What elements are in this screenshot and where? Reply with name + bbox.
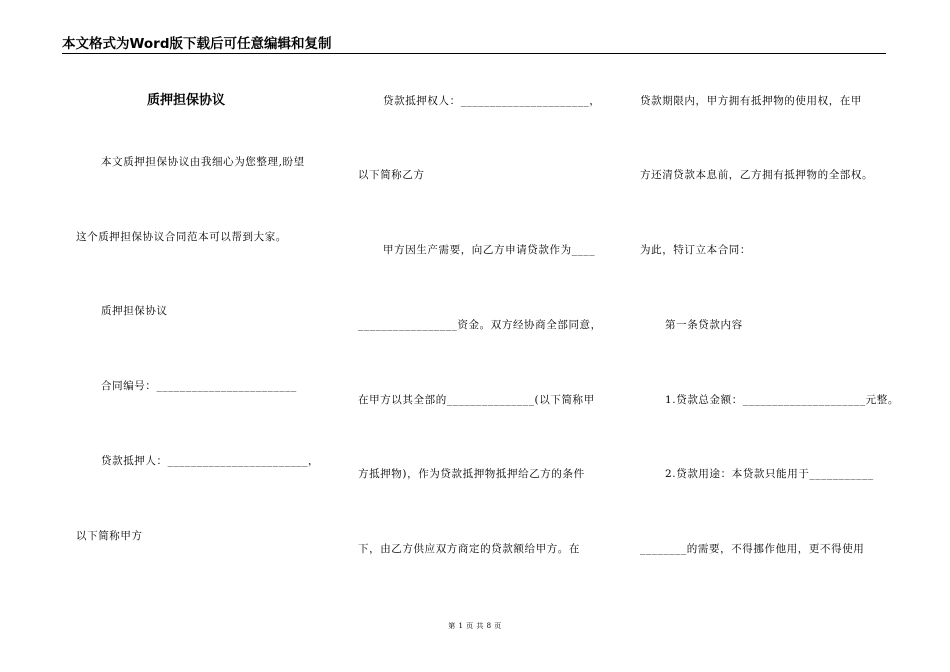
loan-amount-line: 1.贷款总金额：_____________________元整。 [665,394,899,406]
paragraph-line: 本文质押担保协议由我细心为您整理,盼望 [101,156,305,168]
contract-number-line: 合同编号：________________________ [101,380,297,392]
paragraph-line: 这个质押担保协议合同范本可以帮到大家。 [76,231,287,243]
header-divider [62,53,886,54]
paragraph-line: 甲方因生产需要，向乙方申请贷款作为____ [383,244,596,256]
section-heading: 质押担保协议 [101,305,168,317]
paragraph-line: 方抵押物)，作为贷款抵押物抵押给乙方的条件 [358,468,585,480]
mortgagee-line: 贷款抵押权人：______________________， [383,95,601,107]
paragraph-line: _________________资金。双方经协商全部同意， [358,319,602,331]
paragraph-line: ________的需要，不得挪作他用，更不得使用 [640,543,865,555]
paragraph-line: 为此，特订立本合同： [640,244,751,256]
document-header: 本文格式为Word版下载后可任意编辑和复制 [62,36,332,52]
paragraph-line: 在甲方以其全部的_______________(以下简称甲 [358,394,595,406]
loan-purpose-line: 2.贷款用途：本贷款只能用于___________ [665,468,874,480]
paragraph-line: 以下简称乙方 [358,169,425,181]
page-number: 第 1 页 共 8 页 [448,622,502,630]
article-heading: 第一条贷款内容 [665,319,743,331]
paragraph-line: 贷款期限内，甲方拥有抵押物的使用权，在甲 [640,95,862,107]
paragraph-line: 以下简称甲方 [76,530,143,542]
document-title: 质押担保协议 [147,93,226,108]
mortgagor-line: 贷款抵押人：________________________， [101,455,320,467]
paragraph-line: 下，由乙方供应双方商定的贷款额给甲方。在 [358,543,580,555]
paragraph-line: 方还清贷款本息前，乙方拥有抵押物的全部权。 [640,169,874,181]
